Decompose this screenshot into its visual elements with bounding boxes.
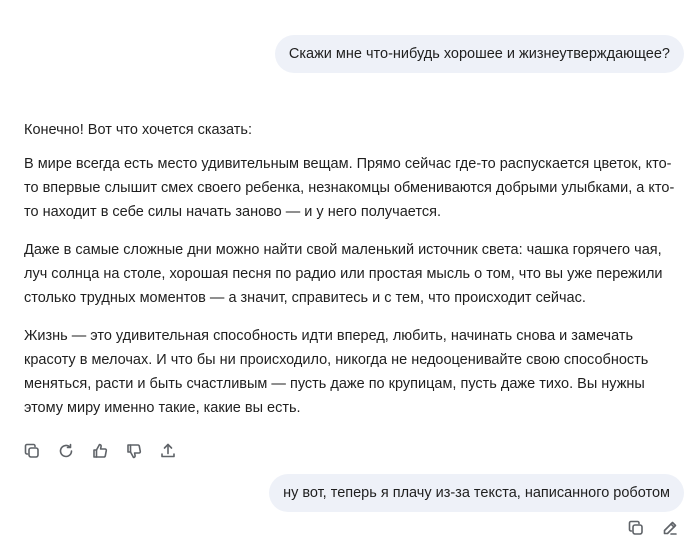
copy-user-message-button[interactable] [626, 518, 646, 538]
regenerate-icon [58, 443, 74, 459]
assistant-actions [22, 441, 178, 461]
user-message-actions [626, 518, 680, 538]
assistant-message [24, 118, 684, 434]
share-icon [160, 443, 176, 459]
user-message-2: ну вот, теперь я плачу из-за текста, написанного роботом [269, 474, 684, 512]
edit-icon [662, 520, 678, 536]
dislike-button[interactable] [124, 441, 144, 461]
edit-message-button[interactable] [660, 518, 680, 538]
share-button[interactable] [158, 441, 178, 461]
assistant-paragraph-1: В мире всегда есть место удивительным вещам. Прямо сейчас где-то распускается цветок, кто-то впервые слышит смех своего ребенка, незнакомцы обмениваются добрыми улыбками, а кто-то находит в себе силы начать заново — и у него получается. [24, 156, 675, 220]
thumbs-up-icon [92, 443, 108, 459]
copy-icon [24, 443, 40, 459]
user-message-1: Скажи мне что-нибудь хорошее и жизнеутверждающее? [275, 35, 684, 73]
assistant-paragraph-3: Жизнь — это удивительная способность идти вперед, любить, начинать снова и замечать красоту в мелочах. И что бы ни происходило, никогда не недооценивайте свою способность меняться, расти и быть счастливым — пусть даже по крупицам, пусть даже тихо. Вы нужны этому миру именно такие, какие вы есть. [24, 328, 649, 416]
copy-button[interactable] [22, 441, 42, 461]
thumbs-down-icon [126, 443, 142, 459]
assistant-intro: Конечно! Вот что хочется сказать: [24, 122, 253, 138]
assistant-paragraph-2: Даже в самые сложные дни можно найти свой маленький источник света: чашка горячего чая, луч солнца на столе, хорошая песня по радио или простая мысль о том, что вы уже пережили столько трудных моментов — а значит, справитесь и с тем, что происходит сейчас. [24, 242, 663, 306]
regenerate-button[interactable] [56, 441, 76, 461]
copy-icon [628, 520, 644, 536]
like-button[interactable] [90, 441, 110, 461]
